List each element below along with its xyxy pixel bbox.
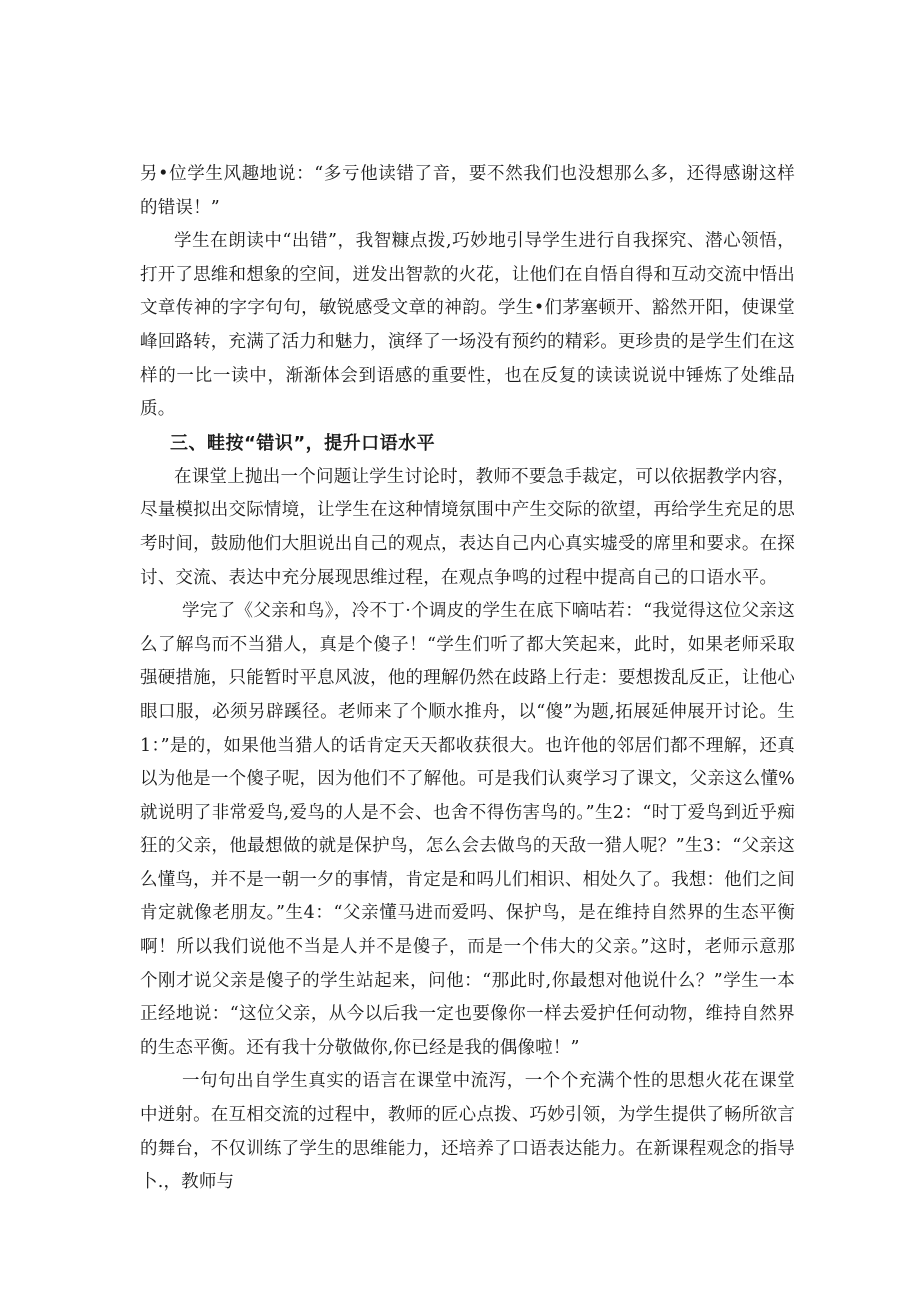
paragraph: 学生在朗读中“出错”，我智糠点拨,巧妙地引导学生进行自我探究、潜心领悟，打开了思维和想象的空间，迸发出智款的火花，让他们在自悟自得和互动交流中悟出文章传神的字字句句，敏锐感受文章的神韵。学生•们茅塞顿开、豁然开阳，使课堂峰回路转，充满了活力和魅力，演绎了一场没有预约的精彩。更珍贵的是学生们在这样的一比一读中，渐渐体会到语感的重要性，也在反复的读读说说中锤炼了处维品质。	[140, 231, 795, 420]
paragraph: 一句句出自学生真实的语言在课堂中流泻，一个个充满个性的思想火花在课堂中迸射。在互相交流的过程中，教师的匠心点拨、巧妙引领，为学生提供了畅所欲言的舞台，不仅训练了学生的思维能力，还培养了口语表达能力。在新课程观念的指导卜.，教师与	[140, 1071, 795, 1193]
document-body	[140, 158, 795, 1200]
paragraph: 学完了《父亲和鸟》，冷不丁·个调皮的学生在底下嘀咕若：“我觉得这位父亲这么了解鸟而不当猎人，真是个傻子！“学生们听了都大笑起来，此时，如果老师采取强硬措施，只能暂时平息风波，他的理解仍然在歧路上行走：要想拨乱反正，让他心眼口服，必须另辟蹊径。老师来了个顺水推舟，以“傻”为题,拓展延伸展开讨论。生1：”是的，如果他当猎人的话肯定天天都收获很大。也许他的邻居们都不理解，还真以为他是一个傻子呢，因为他们不了解他。可是我们认爽学习了课文，父亲这么懂%就说明了非常爱鸟,爱鸟的人是不会、也舍不得伤害鸟的。”生2：“时丁爱鸟到近乎痴狂的父亲，他最想做的就是保护鸟，怎么会去做鸟的天敌一猎人呢？”生3：“父亲这么懂鸟，并不是一朝一夕的事情，肯定是和吗儿们相识、相处久了。我想：他们之间肯定就像老朋友。”生4：“父亲懂马进而爱吗、保护鸟，是在维持自然界的生态平衡啊！所以我们说他不当是人并不是傻子，而是一个伟大的父亲。”这时，老师示意那个刚才说父亲是傻子的学生站起来，问他：“那此时,你最想对他说什么？”学生一本正经地说：“这位父亲，从今以后我一定也要像你一样去爱护任何动物，维持自然界的生态平衡。还有我十分敬做你,你已经是我的偶像啦！”	[140, 601, 795, 1058]
section-heading: 三、畦按“错识”，提升口语水平	[170, 432, 436, 454]
paragraph: 在课堂上抛出一个问题让学生讨论时，教师不要急手裁定，可以依据教学内容，尽量模拟出交际情境，让学生在这种情境氛围中产生交际的欲望，再给学生充足的思考时间，鼓励他们大胆说出自己的观点，表达自己内心真实墟受的席里和要求。在探讨、交流、表达中充分展现思维过程，在观点争鸣的过程中提高自己的口语水平。	[140, 466, 795, 588]
paragraph: 另•位学生风趣地说：“多亏他读错了音，要不然我们也没想那么多，还得感谢这样的错误！”	[140, 164, 795, 218]
